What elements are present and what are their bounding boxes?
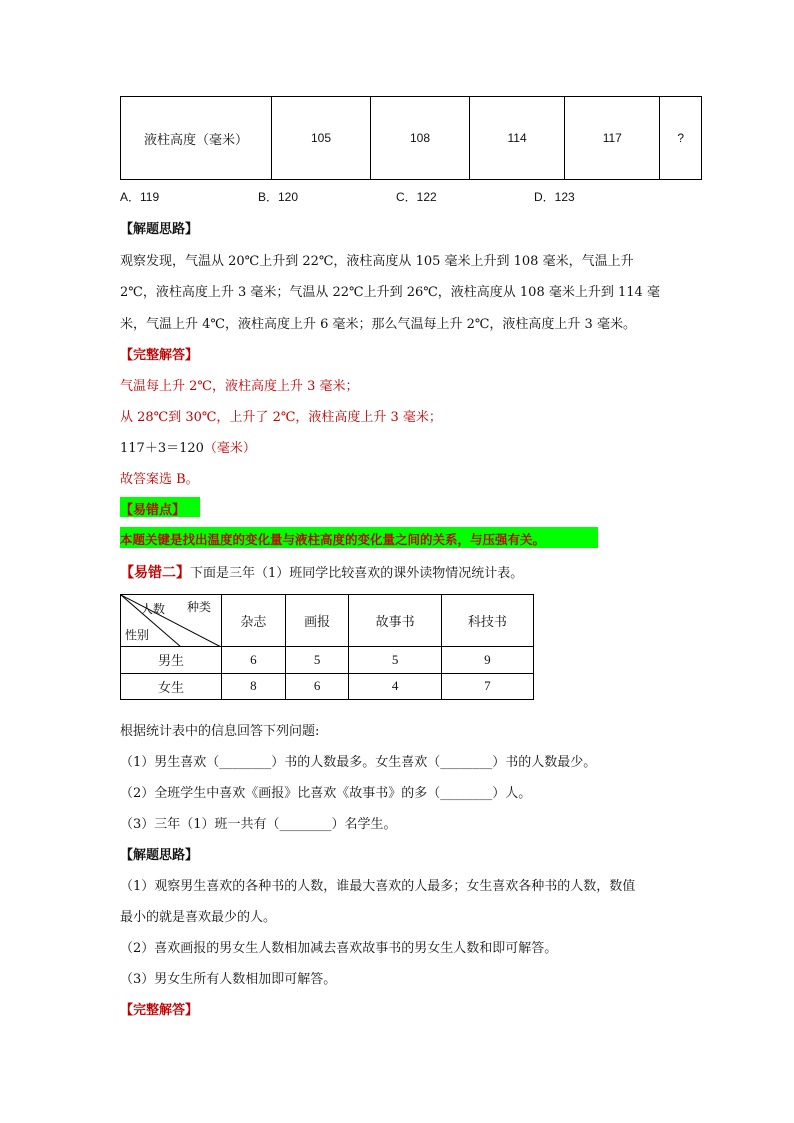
question-prompt: 根据统计表中的信息回答下列问题: xyxy=(120,724,320,739)
option-b: B．120 xyxy=(258,190,299,204)
table-cell: 6 xyxy=(222,647,286,674)
idea-line: 2℃，液柱高度上升 3 毫米；气温从 22℃上升到 26℃，液柱高度从 108 毫米上升到 114 毫 xyxy=(120,285,660,300)
column-header: 科技书 xyxy=(441,595,533,647)
corner-label-gender: 性别 xyxy=(125,628,150,642)
calc-unit: （毫米） xyxy=(203,441,256,456)
option-d: D．123 xyxy=(534,190,575,204)
table-cell: ? xyxy=(660,97,702,180)
mistake-text: 本题关键是找出温度的变化量与液柱高度的变化量之间的关系，与压强有关。 xyxy=(120,532,546,547)
idea-line: （2）喜欢画报的男女生人数相加减去喜欢故事书的男女生人数和即可解答。 xyxy=(120,941,558,956)
table-cell: 5 xyxy=(349,647,441,674)
column-header: 画报 xyxy=(285,595,349,647)
conclusion: 故答案选 B。 xyxy=(120,472,199,487)
corner-label-category: 种类 xyxy=(187,600,212,614)
idea-line: 最小的就是喜欢最少的人。 xyxy=(120,910,277,925)
answer-line: 气温每上升 2℃，液柱高度上升 3 毫米； xyxy=(120,379,359,394)
row-label: 液柱高度（毫米） xyxy=(121,97,272,180)
table-row xyxy=(121,647,534,674)
section2-intro: 下面是三年（1）班同学比较喜欢的课外读物情况统计表。 xyxy=(190,566,524,581)
table-row xyxy=(121,97,702,180)
table-cell: 117 xyxy=(565,97,660,180)
idea-heading-2: 【解题思路】 xyxy=(120,848,199,863)
calc-expression: 117＋3＝120 xyxy=(120,441,204,456)
option-a: A．119 xyxy=(120,190,160,204)
table-cell: 8 xyxy=(222,673,286,700)
table-row xyxy=(121,673,534,700)
idea-line: 观察发现，气温从 20℃上升到 22℃，液柱高度从 105 毫米上升到 108 毫米，气温上升 xyxy=(120,254,634,269)
question-3: （3）三年（1）班一共有（________）名学生。 xyxy=(120,817,397,832)
answer-heading: 【完整解答】 xyxy=(120,348,199,363)
option-c: C．122 xyxy=(396,190,437,204)
question-2: （2）全班学生中喜欢《画报》比喜欢《故事书》的多（________）人。 xyxy=(120,786,532,801)
row-label: 男生 xyxy=(121,647,222,674)
table-cell: 9 xyxy=(441,647,533,674)
table-corner-cell xyxy=(121,595,222,647)
idea-heading: 【解题思路】 xyxy=(120,222,199,237)
mistake-heading: 【易错点】 xyxy=(120,503,186,518)
idea-line: （1）观察男生喜欢的各种书的人数，谁最大喜欢的人最多；女生喜欢各种书的人数，数值 xyxy=(120,879,636,894)
calculation xyxy=(120,437,256,456)
answer-line: 从 28℃到 30℃，上升了 2℃，液柱高度上升 3 毫米； xyxy=(120,410,442,425)
column-header: 故事书 xyxy=(349,595,441,647)
answer-heading-2: 【完整解答】 xyxy=(120,1003,199,1018)
idea-line: （3）男女生所有人数相加即可解答。 xyxy=(120,972,337,987)
thermometer-table xyxy=(120,96,702,180)
reading-stats-table xyxy=(120,594,534,700)
idea-line: 米，气温上升 4℃，液柱高度上升 6 毫米；那么气温每上升 2℃，液柱高度上升 3 毫米。 xyxy=(120,317,636,332)
corner-label-people: 人数 xyxy=(141,602,166,616)
table-cell: 108 xyxy=(371,97,470,180)
question-1: （1）男生喜欢（________）书的人数最多。女生喜欢（________）书的人数最少。 xyxy=(120,755,597,770)
table-cell: 7 xyxy=(441,673,533,700)
row-label: 女生 xyxy=(121,673,222,700)
table-cell: 4 xyxy=(349,673,441,700)
section2-heading: 【易错二】 xyxy=(120,565,190,581)
table-cell: 105 xyxy=(272,97,371,180)
section2-intro-line xyxy=(120,562,523,582)
table-cell: 6 xyxy=(285,673,349,700)
table-cell: 114 xyxy=(470,97,565,180)
table-header-row xyxy=(121,595,534,647)
table-cell: 5 xyxy=(285,647,349,674)
column-header: 杂志 xyxy=(222,595,286,647)
